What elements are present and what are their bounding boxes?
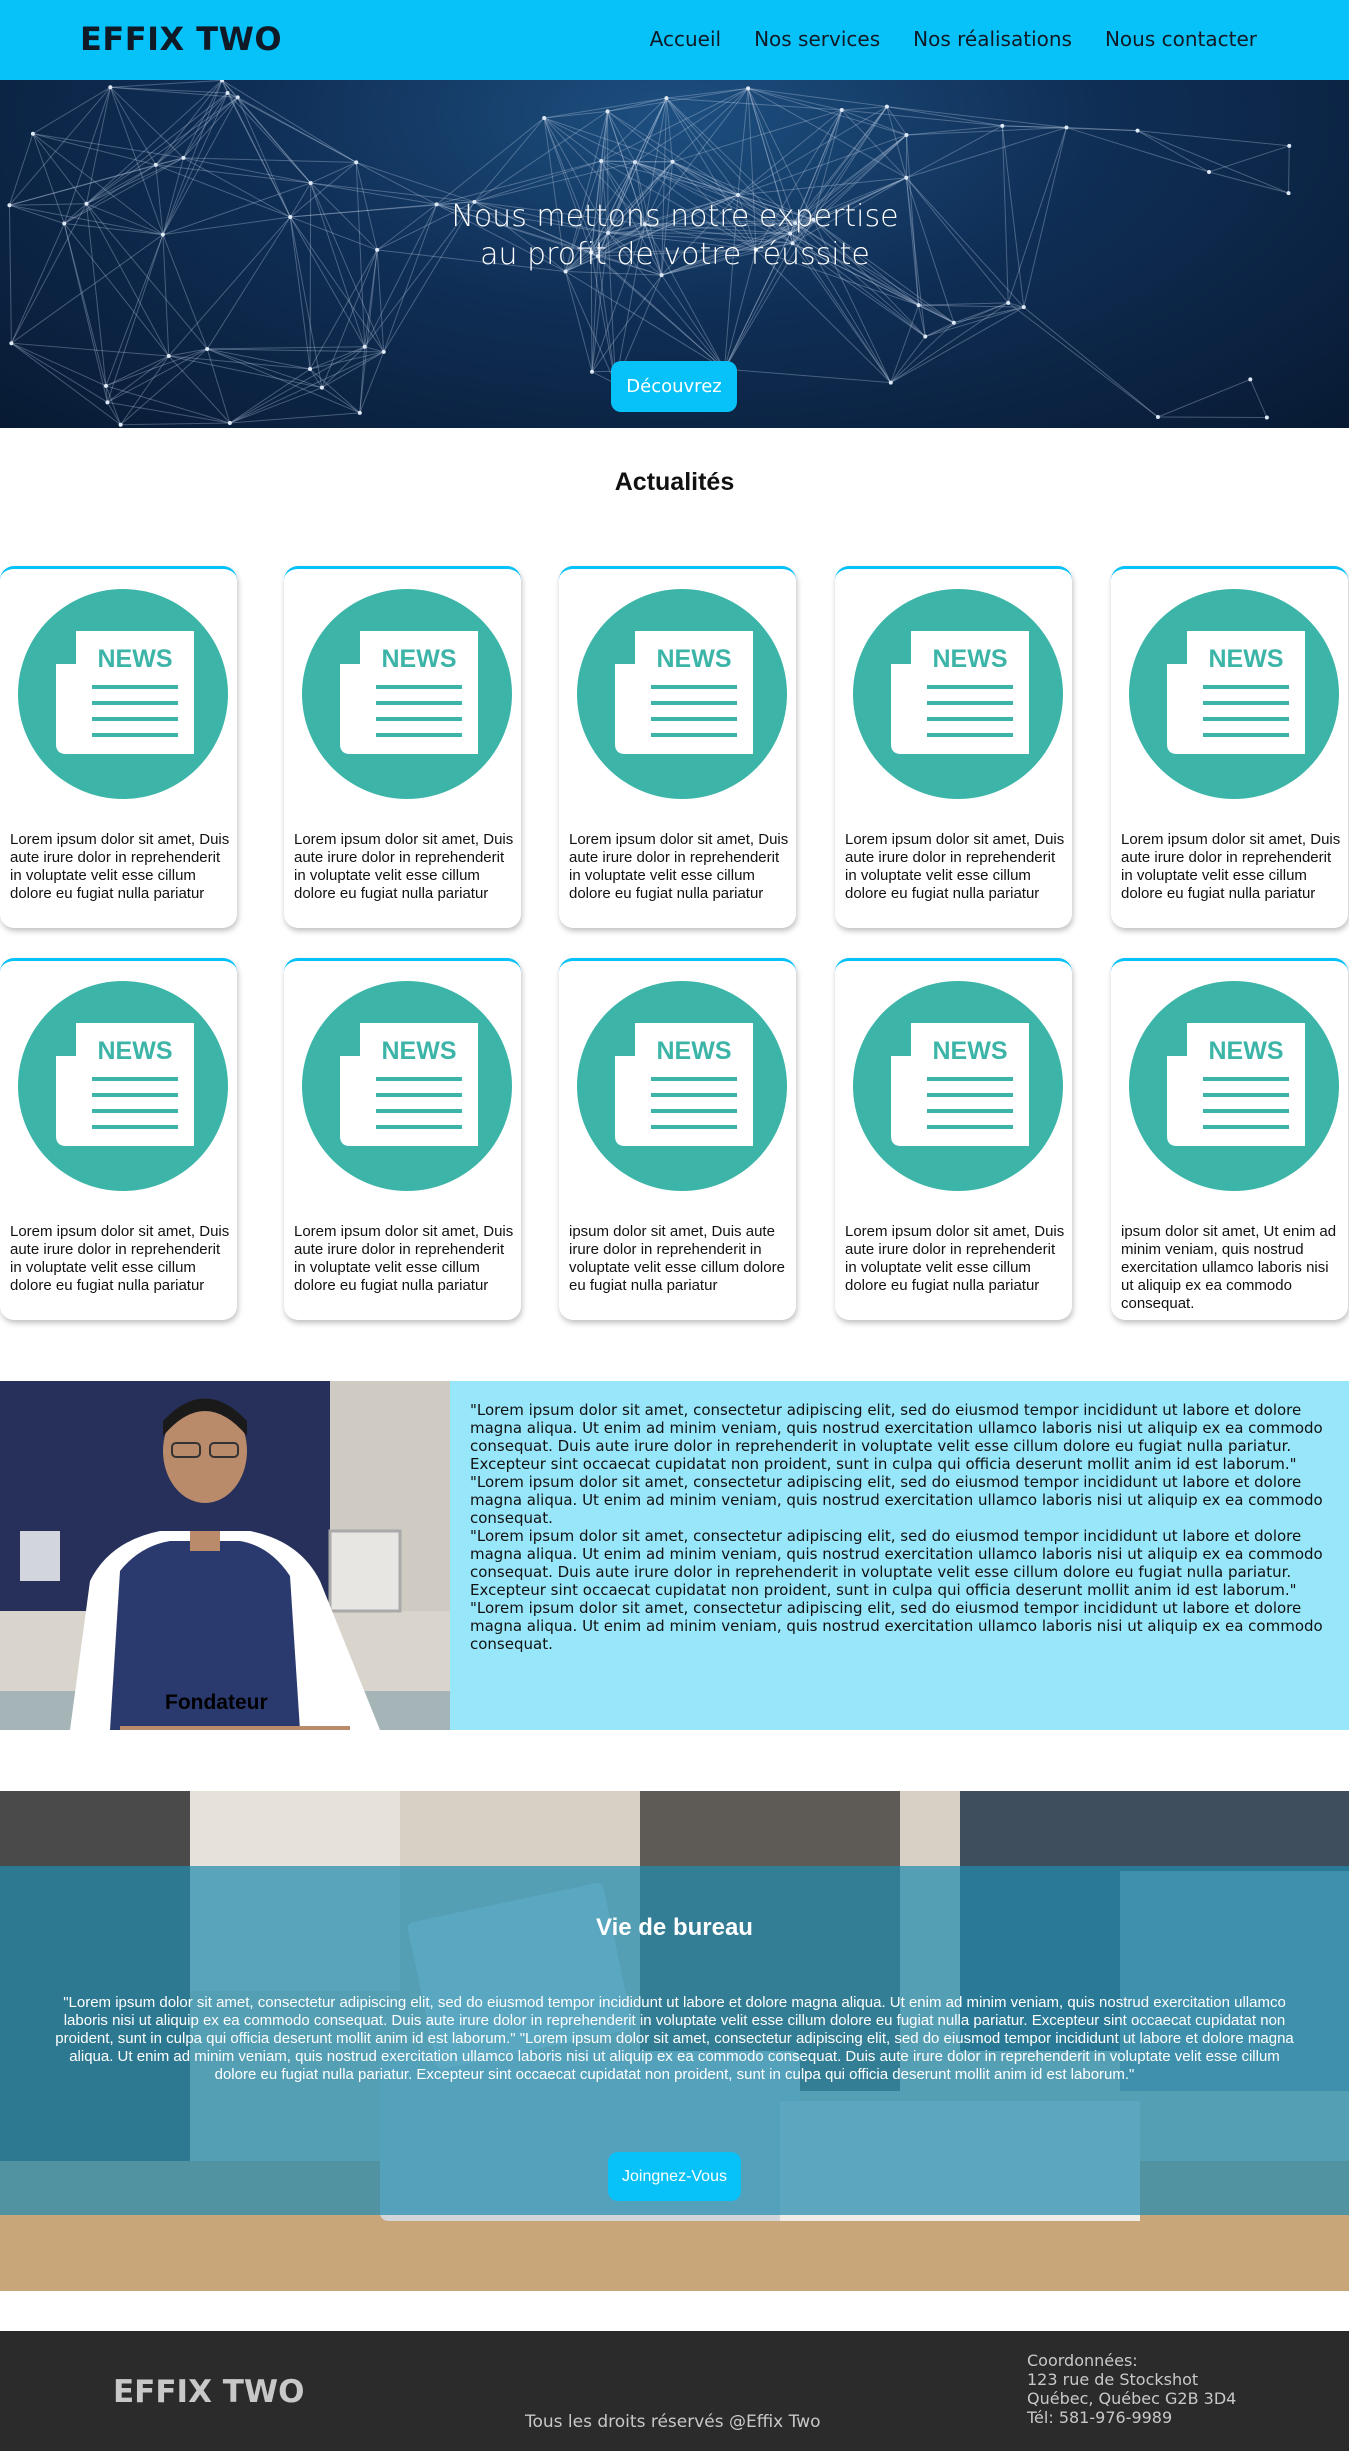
news-icon bbox=[18, 589, 228, 799]
news-icon bbox=[302, 981, 512, 1191]
nav-accueil[interactable]: Accueil bbox=[649, 27, 722, 51]
news-card[interactable] bbox=[559, 958, 796, 1320]
news-badge-text: NEWS bbox=[97, 645, 173, 673]
main-nav bbox=[650, 27, 1257, 51]
news-card[interactable] bbox=[835, 566, 1072, 928]
news-icon bbox=[577, 981, 787, 1191]
join-us-button[interactable]: Joingnez-Vous bbox=[608, 2152, 741, 2201]
news-badge-text: NEWS bbox=[381, 645, 457, 673]
news-card-text: Lorem ipsum dolor sit amet, Duis aute irure dolor in reprehenderit in voluptate velit esse cillum dolore eu fugiat nulla pariatur bbox=[569, 831, 789, 902]
news-card[interactable] bbox=[1111, 566, 1348, 928]
news-icon bbox=[577, 589, 787, 799]
contact-address-1: 123 rue de Stockshot bbox=[1027, 2370, 1199, 2389]
nav-contact[interactable]: Nous contacter bbox=[1104, 27, 1257, 51]
founder-portrait-image bbox=[0, 1381, 450, 1730]
news-card[interactable] bbox=[1111, 958, 1348, 1320]
nav-realisations[interactable]: Nos réalisations bbox=[913, 27, 1072, 51]
news-card[interactable] bbox=[284, 958, 521, 1320]
news-card-text: Lorem ipsum dolor sit amet, Duis aute irure dolor in reprehenderit in voluptate velit esse cillum dolore eu fugiat nulla pariatur bbox=[294, 1223, 514, 1294]
site-header bbox=[0, 0, 1349, 80]
site-footer bbox=[0, 2331, 1349, 2451]
news-badge-text: NEWS bbox=[97, 1037, 173, 1065]
news-card-text: Lorem ipsum dolor sit amet, Duis aute irure dolor in reprehenderit in voluptate velit esse cillum dolore eu fugiat nulla pariatur bbox=[294, 831, 514, 902]
news-badge-text: NEWS bbox=[932, 645, 1008, 673]
news-icon bbox=[1129, 981, 1339, 1191]
founder-text: "Lorem ipsum dolor sit amet, consectetur adipiscing elit, sed do eiusmod tempor incididunt ut labore et dolore magna aliqua. Ut enim ad minim veniam, quis nostrud exercitation ullamco laboris nisi ut aliquip ex ea commodo consequat. Duis aute irure dolor in reprehenderit in voluptate velit esse cillum dolore eu fugiat nulla pariatur. Excepteur sint occaecat cupidatat non proident, sunt in culpa qui officia deserunt mollit anim id est laborum." "Lorem ipsum dolor sit amet, consectetur adipiscing elit, sed do eiusmod tempor incididunt ut labore et dolore magna aliqua. Ut enim ad minim veniam, quis nostrud exercitation ullamco laboris nisi ut aliquip ex ea commodo consequat. "Lorem ipsum dolor sit amet, consectetur adipiscing elit, sed do eiusmod tempor incididunt ut labore et dolore magna aliqua. Ut enim ad minim veniam, quis nostrud exercitation ullamco laboris nisi ut aliquip ex ea commodo consequat. Duis aute irure dolor in reprehenderit in voluptate velit esse cillum dolore eu fugiat nulla pariatur. Excepteur sint occaecat cupidatat non proident, sunt in culpa qui officia deserunt mollit anim id est laborum." "Lorem ipsum dolor sit amet, consectetur adipiscing elit, sed do eiusmod tempor incididunt ut labore et dolore magna aliqua. Ut enim ad minim veniam, quis nostrud exercitation ullamco laboris nisi ut aliquip ex ea commodo consequat. bbox=[470, 1401, 1323, 1653]
news-card-text: Lorem ipsum dolor sit amet, Duis aute irure dolor in reprehenderit in voluptate velit esse cillum dolore eu fugiat nulla pariatur bbox=[10, 1223, 230, 1294]
news-card-text: Lorem ipsum dolor sit amet, Duis aute irure dolor in reprehenderit in voluptate velit esse cillum dolore eu fugiat nulla pariatur bbox=[1121, 831, 1341, 902]
office-life-section bbox=[0, 1791, 1349, 2291]
news-card-text: Lorem ipsum dolor sit amet, Duis aute irure dolor in reprehenderit in voluptate velit esse cillum dolore eu fugiat nulla pariatur bbox=[845, 1223, 1065, 1294]
news-badge-text: NEWS bbox=[656, 1037, 732, 1065]
news-icon bbox=[302, 589, 512, 799]
news-card[interactable] bbox=[559, 566, 796, 928]
news-card[interactable] bbox=[284, 566, 521, 928]
news-section-title: Actualités bbox=[614, 468, 735, 496]
news-icon bbox=[853, 589, 1063, 799]
news-badge-text: NEWS bbox=[932, 1037, 1008, 1065]
contact-title: Coordonnées: bbox=[1027, 2351, 1138, 2370]
hero-title: Nous mettons notre expertise au profit de votre réussite bbox=[451, 199, 899, 272]
site-logo[interactable]: EFFIX TWO bbox=[80, 20, 283, 58]
news-badge-text: NEWS bbox=[1208, 645, 1284, 673]
founder-photo bbox=[0, 1381, 450, 1730]
footer-contact bbox=[1027, 2351, 1236, 2427]
founder-label: Fondateur bbox=[165, 1691, 268, 1714]
office-title: Vie de bureau bbox=[596, 1914, 753, 1941]
contact-address-2: Québec, Québec G2B 3D4 bbox=[1027, 2389, 1237, 2408]
news-badge-text: NEWS bbox=[1208, 1037, 1284, 1065]
news-badge-text: NEWS bbox=[656, 645, 732, 673]
discover-button[interactable]: Découvrez bbox=[611, 361, 737, 412]
news-card[interactable] bbox=[835, 958, 1072, 1320]
news-card[interactable] bbox=[0, 958, 237, 1320]
news-card-text: Lorem ipsum dolor sit amet, Duis aute irure dolor in reprehenderit in voluptate velit esse cillum dolore eu fugiat nulla pariatur bbox=[10, 831, 230, 902]
footer-logo: EFFIX TWO bbox=[113, 2374, 305, 2410]
news-icon bbox=[1129, 589, 1339, 799]
news-card-text: Lorem ipsum dolor sit amet, Duis aute irure dolor in reprehenderit in voluptate velit esse cillum dolore eu fugiat nulla pariatur bbox=[845, 831, 1065, 902]
news-card-text: ipsum dolor sit amet, Ut enim ad minim veniam, quis nostrud exercitation ullamco laboris nisi ut aliquip ex ea commodo consequat. bbox=[1121, 1223, 1337, 1312]
founder-text-panel bbox=[450, 1381, 1349, 1730]
office-text: "Lorem ipsum dolor sit amet, consectetur adipiscing elit, sed do eiusmod tempor incididunt ut labore et dolore magna aliqua. Ut enim ad minim veniam, quis nostrud exercitation ullamco laboris nisi ut aliquip ex ea commodo consequat. Duis aute irure dolor in reprehenderit in voluptate velit esse cillum dolore eu fugiat nulla pariatur. Excepteur sint occaecat cupidatat non proident, sunt in culpa qui officia deserunt mollit anim id est laborum." "Lorem ipsum dolor sit amet, consectetur adipiscing elit, sed do eiusmod tempor incididunt ut labore et dolore magna aliqua. Ut enim ad minim veniam, quis nostrud exercitation ullamco laboris nisi ut aliquip ex ea commodo consequat. Duis aute irure dolor in reprehenderit in voluptate velit esse cillum dolore eu fugiat nulla pariatur. Excepteur sint occaecat cupidatat non proident, sunt in culpa qui officia deserunt mollit anim id est laborum." bbox=[55, 1994, 1294, 2083]
hero-banner bbox=[0, 80, 1349, 428]
contact-phone: Tél: 581-976-9989 bbox=[1027, 2408, 1173, 2427]
news-icon bbox=[853, 981, 1063, 1191]
news-badge-text: NEWS bbox=[381, 1037, 457, 1065]
news-card-text: ipsum dolor sit amet, Duis aute irure dolor in reprehenderit in voluptate velit esse cillum dolore eu fugiat nulla pariatur bbox=[569, 1223, 785, 1294]
news-card[interactable] bbox=[0, 566, 237, 928]
news-icon bbox=[18, 981, 228, 1191]
nav-services[interactable]: Nos services bbox=[754, 27, 881, 51]
footer-copyright: Tous les droits réservés @Effix Two bbox=[525, 2412, 821, 2432]
